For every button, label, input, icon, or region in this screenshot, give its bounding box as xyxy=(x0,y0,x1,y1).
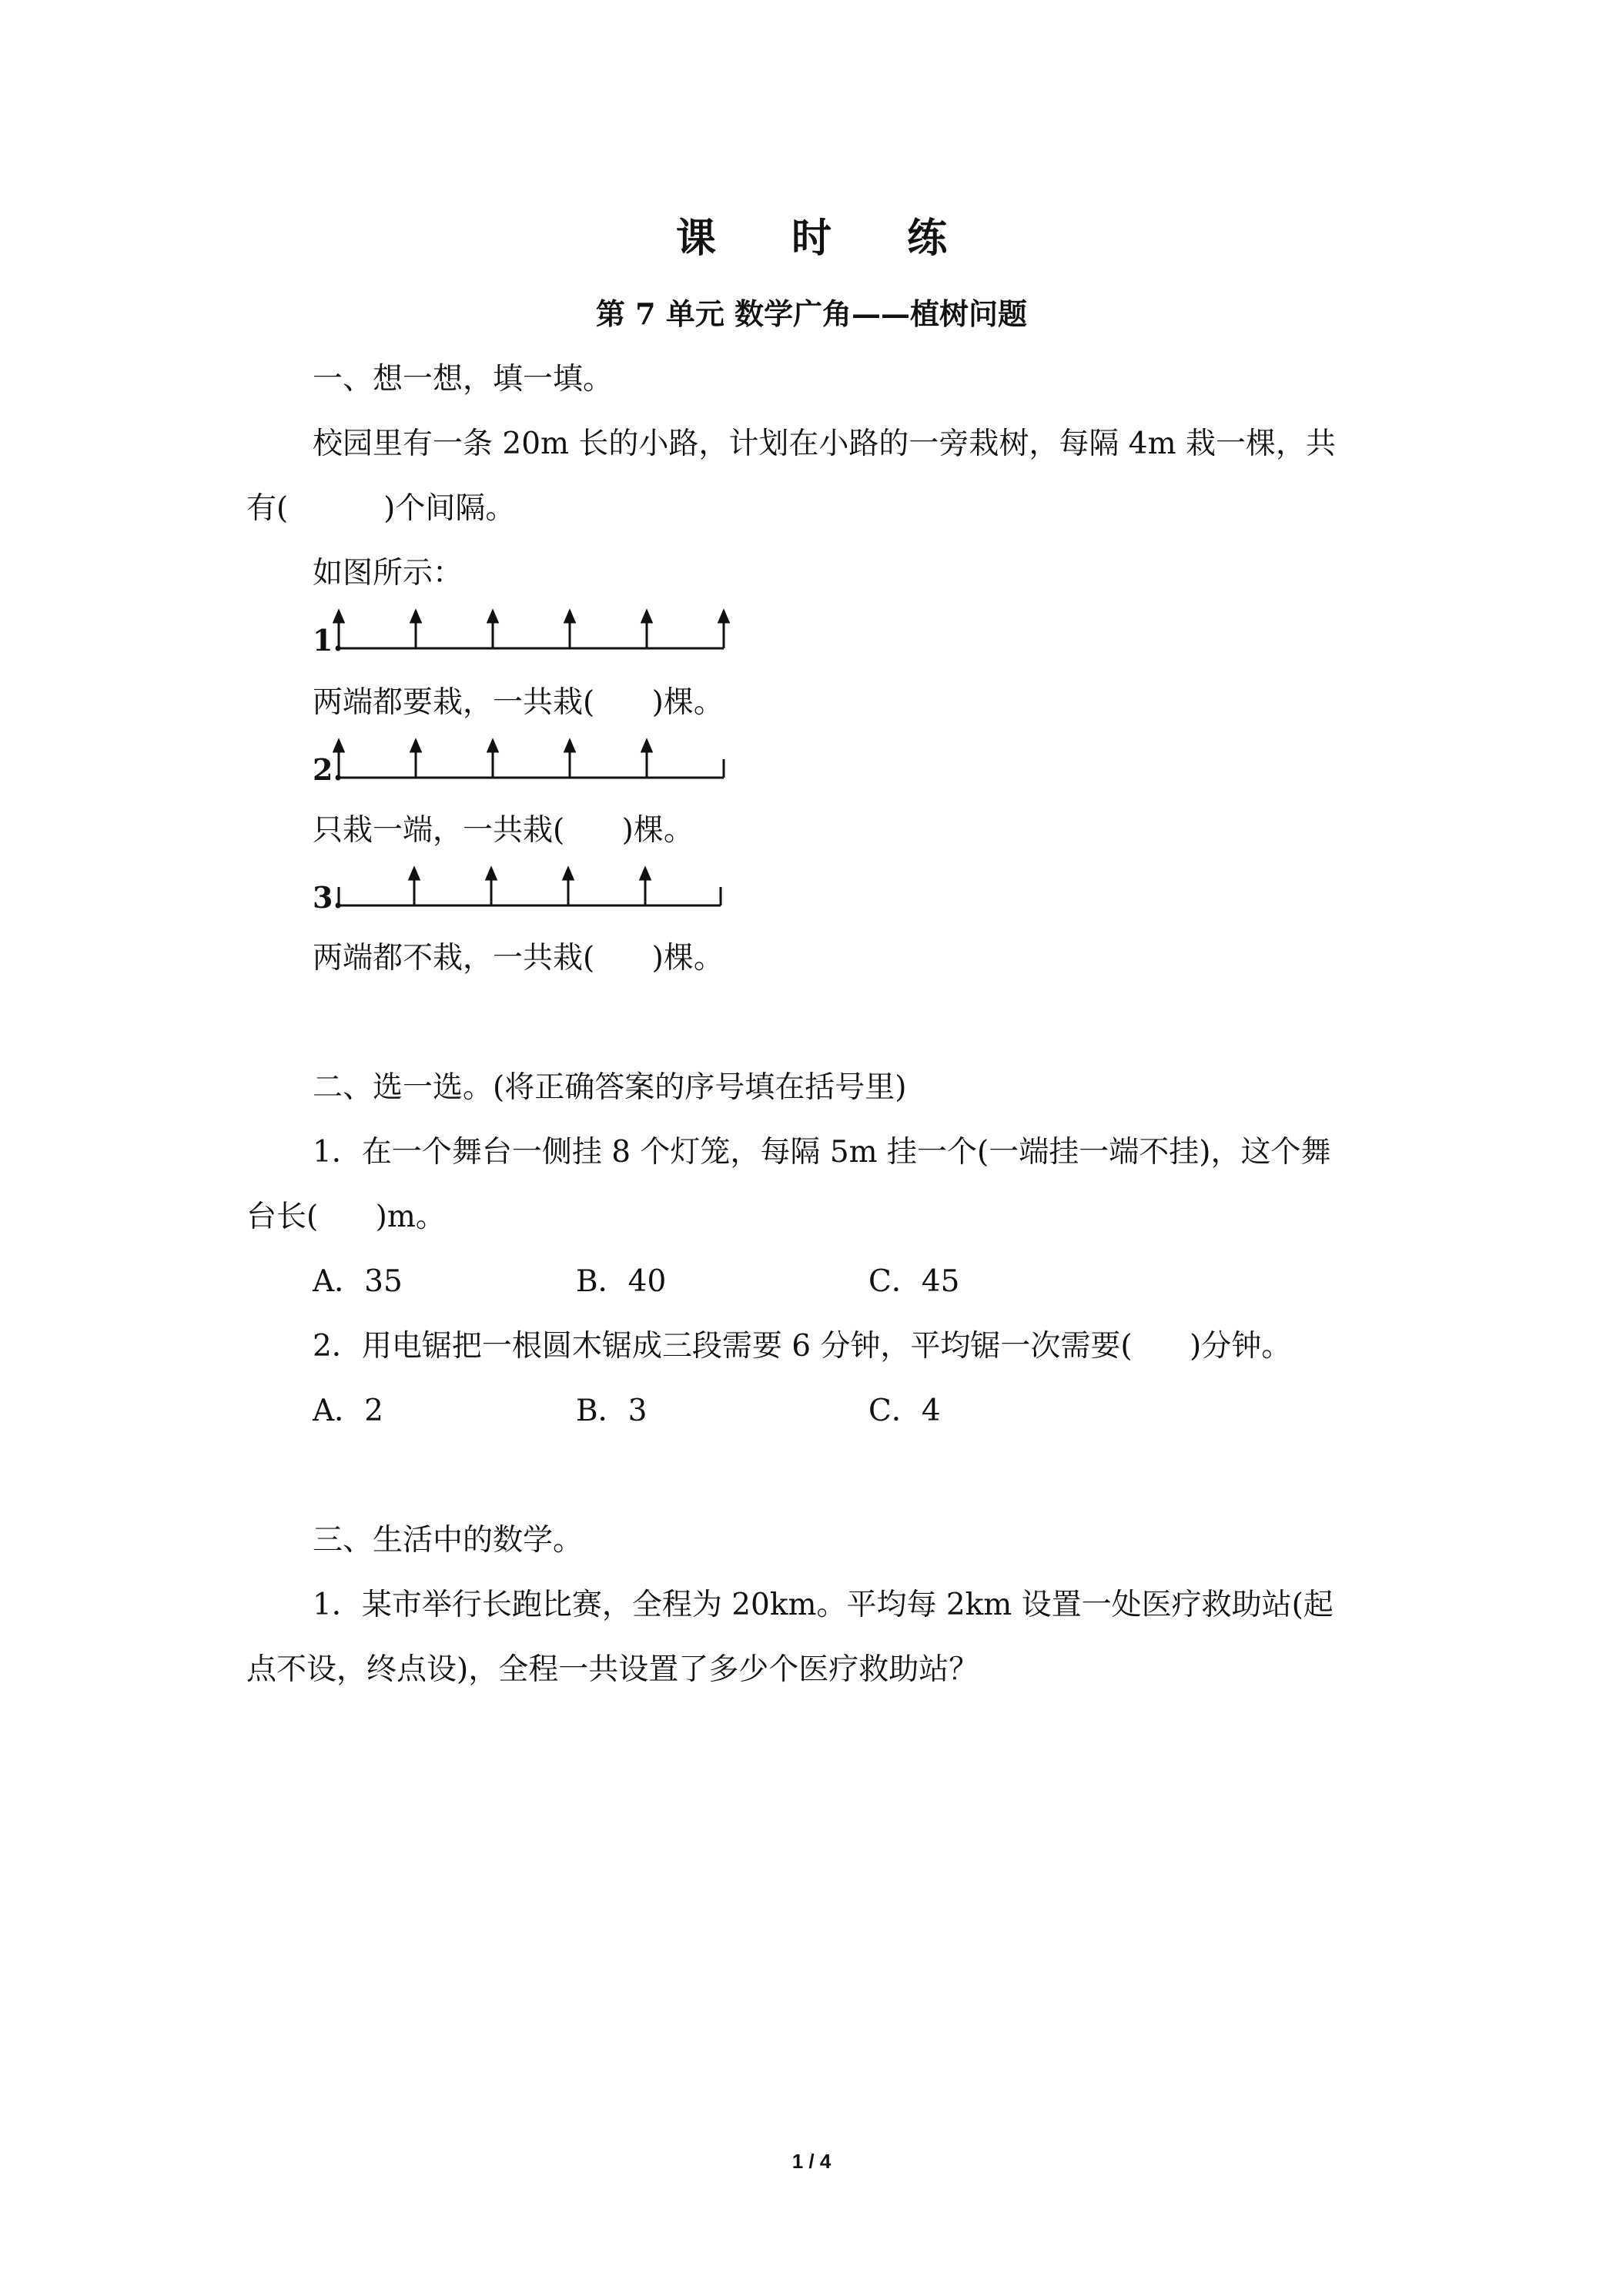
section1-problem-line1: 校园里有一条 20m 长的小路，计划在小路的一旁栽树，每隔 4m 栽一棵，共 xyxy=(313,427,1336,461)
tree-arrow xyxy=(410,869,419,905)
tree-arrow xyxy=(565,611,574,648)
q1-option-c: C．45 xyxy=(868,1264,960,1299)
q1-option-a: A．35 xyxy=(313,1264,403,1299)
case3-tree-diagram xyxy=(333,865,733,919)
case2-label: 2. xyxy=(313,752,343,787)
q2-option-b: B．3 xyxy=(576,1394,648,1428)
case2-tree-diagram xyxy=(333,738,733,792)
tree-arrow xyxy=(411,741,420,778)
tree-arrow xyxy=(411,611,420,648)
q1-option-b: B．40 xyxy=(576,1264,667,1299)
section1-problem-line2: 有( )个间隔。 xyxy=(246,491,516,526)
section2-q2-line1: 2．用电锯把一根圆木锯成三段需要 6 分钟，平均锯一次需要( )分钟。 xyxy=(313,1329,1292,1364)
unit-subtitle: 第 7 单元 数学广角——植树问题 xyxy=(595,296,1028,331)
case3-label: 3. xyxy=(313,880,343,915)
tree-arrow xyxy=(488,611,497,648)
figure-intro: 如图所示： xyxy=(313,556,463,591)
tree-arrow xyxy=(642,611,651,648)
section3-heading: 三、生活中的数学。 xyxy=(313,1523,584,1558)
section2-q1-line2: 台长( )m。 xyxy=(246,1200,446,1234)
page-title: 课 时 练 xyxy=(675,215,979,262)
tree-arrow xyxy=(334,741,343,778)
tree-arrow xyxy=(564,869,573,905)
tree-arrow xyxy=(641,869,650,905)
page-number: 1 / 4 xyxy=(791,2150,832,2173)
section3-q1-line1: 1．某市举行长跑比赛，全程为 20km。平均每 2km 设置一处医疗救助站(起 xyxy=(313,1588,1334,1622)
q2-option-c: C．4 xyxy=(868,1394,941,1428)
case1-tree-diagram xyxy=(333,608,733,662)
section3-q1-line2: 点不设，终点设)，全程一共设置了多少个医疗救助站？ xyxy=(246,1652,979,1687)
section1-heading: 一、想一想，填一填。 xyxy=(313,362,614,397)
case3-caption: 两端都不栽，一共栽( )棵。 xyxy=(313,941,724,976)
q2-option-a: A．2 xyxy=(313,1394,383,1428)
tree-arrow xyxy=(487,869,496,905)
tree-arrow xyxy=(488,741,497,778)
case2-caption: 只栽一端，一共栽( )棵。 xyxy=(313,813,694,848)
case1-caption: 两端都要栽，一共栽( )棵。 xyxy=(313,685,724,720)
case1-label: 1. xyxy=(313,623,343,658)
tree-arrow xyxy=(565,741,574,778)
section2-heading: 二、选一选。(将正确答案的序号填在括号里) xyxy=(313,1070,907,1105)
tree-arrow xyxy=(334,611,343,648)
tree-arrow xyxy=(642,741,651,778)
section2-q1-line1: 1．在一个舞台一侧挂 8 个灯笼，每隔 5m 挂一个(一端挂一端不挂)，这个舞 xyxy=(313,1135,1331,1170)
tree-arrow xyxy=(719,611,728,648)
